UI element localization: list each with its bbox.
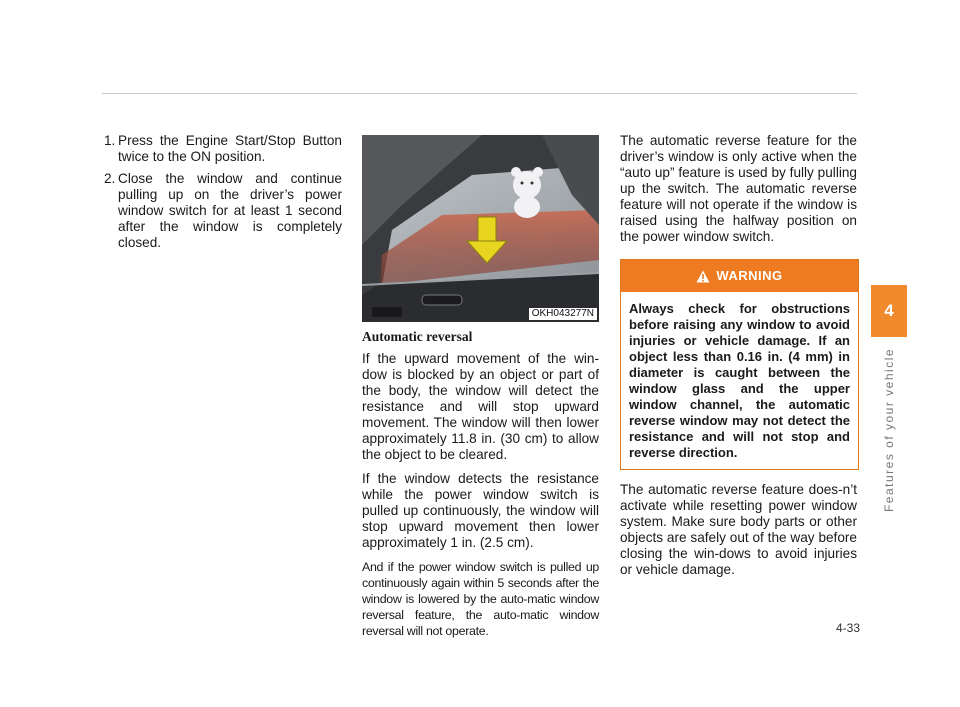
step-text: Close the window and continue pulling up on the driver’s power window switch for at least 1 second after the window is completely closed. — [118, 171, 342, 250]
step-text: Press the Engine Start/Stop Button twice to the ON position. — [118, 133, 342, 164]
chapter-title: Features of your vehicle — [882, 347, 896, 513]
step-item — [104, 171, 342, 251]
car-window-illustration — [362, 135, 599, 322]
step-number: 1. — [104, 133, 116, 148]
teddy-bear-icon — [511, 167, 543, 218]
section-paragraph: If the window detects the resistance while the power window switch is pulled up continuously, the window will stop upward movement then lower approximately 1 in. (2.5 cm). — [362, 471, 599, 550]
middle-column — [362, 135, 599, 647]
figure-code: OKH043277N — [529, 308, 597, 320]
outro-paragraph: The automatic reverse feature does-n’t activate while resetting power window system. Make sure body parts or other objects are safely out of the way before closing the win-dows to avoid injuries or vehicle damage. — [620, 482, 857, 577]
intro-paragraph: The automatic reverse feature for the driver’s window is only active when the “auto up” feature is used by fully pulling up the switch. The automatic reverse feature will not operate if the window is raised using the halfway position on the power window switch. — [620, 133, 857, 244]
warning-box — [620, 259, 859, 470]
section-paragraph: And if the power window switch is pulled up continuously again within 5 seconds after the window is lowered by the auto-matic window reversal feature, the auto-matic window reversal will not operate. — [362, 560, 599, 638]
window-figure — [362, 135, 599, 322]
section-paragraph: If the upward movement of the win-dow is blocked by an object or part of the body, the window will detect the resistance and will stop upward movement. The window will then lower approximately 11.8 in. (30 cm) to allow the object to be cleared. — [362, 351, 599, 462]
warning-text: Always check for obstructions before raising any window to avoid injuries or vehicle damage. If an object less than 0.16 in. (4 mm) in diameter is caught between the window glass and the upper window channel, the automatic reverse window may not detect the resistance and will not stop and reverse direction. — [629, 301, 850, 460]
top-divider — [102, 93, 857, 94]
steps-column — [104, 133, 342, 257]
warning-header — [621, 260, 858, 292]
chapter-tab: 4 — [871, 285, 907, 337]
step-item — [104, 133, 342, 165]
right-column — [620, 133, 857, 586]
warning-label: WARNING — [716, 268, 783, 283]
step-number: 2. — [104, 171, 116, 186]
section-heading: Automatic reversal — [362, 329, 473, 344]
warning-triangle-icon — [696, 270, 710, 283]
page-number: 4-33 — [835, 621, 860, 635]
